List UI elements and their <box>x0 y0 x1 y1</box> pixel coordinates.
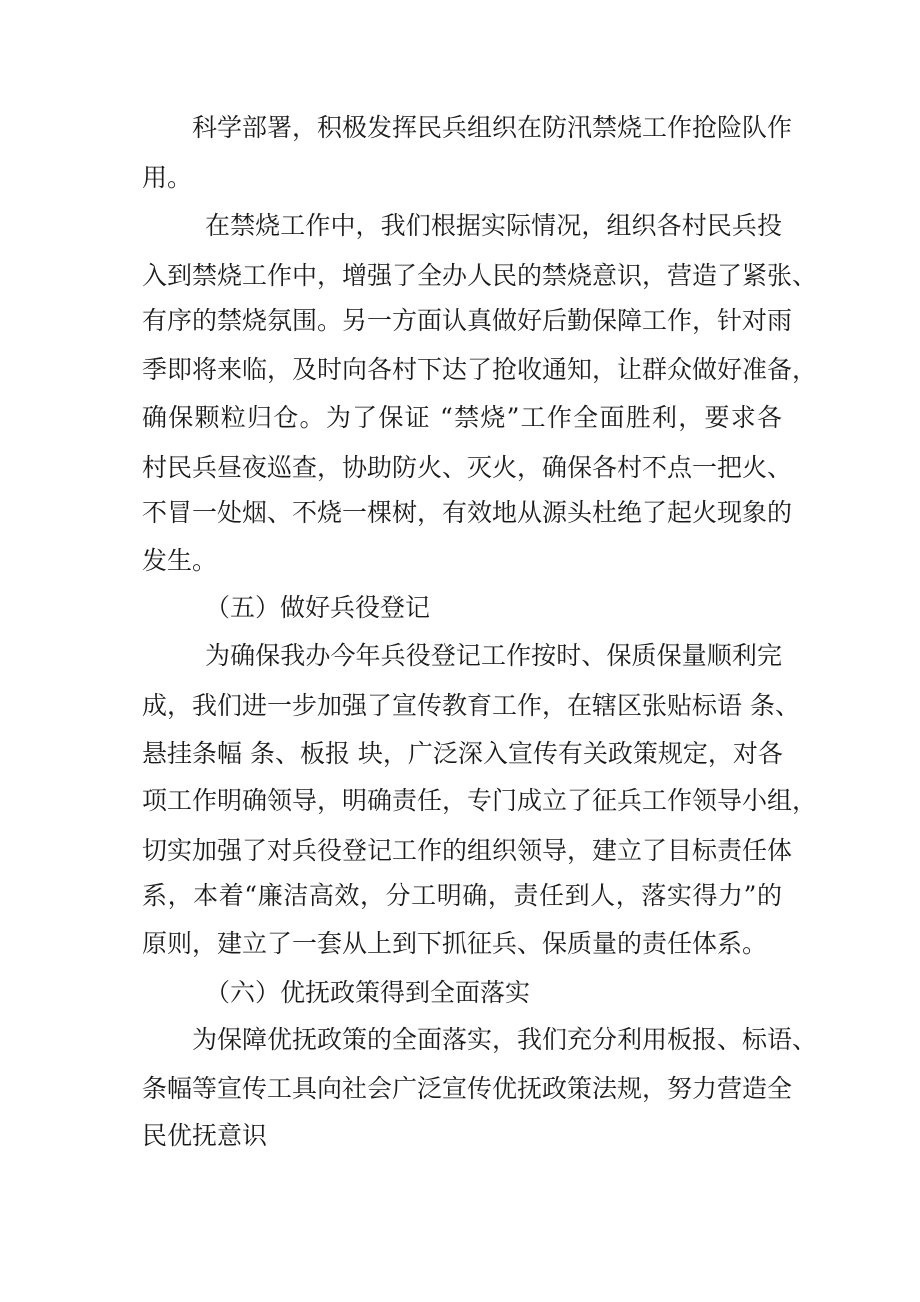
paragraph-3-line-5: 切实加强了对兵役登记工作的组织领导，建立了目标责任体 <box>142 836 793 865</box>
paragraph-2-line-8: 发生。 <box>142 546 218 575</box>
paragraph-2-line-3: 有序的禁烧氛围。另一方面认真做好后勤保障工作，针对雨 <box>142 306 793 335</box>
paragraph-3-line-3: 悬挂条幅 条、板报 块，广泛深入宣传有关政策规定，对各 <box>142 739 783 768</box>
paragraph-2-line-6: 村民兵昼夜巡查，协助防火、灭火，确保各村不点一把火、 <box>142 453 793 482</box>
paragraph-2-line-4: 季即将来临，及时向各村下达了抢收通知，让群众做好准备， <box>142 355 818 384</box>
paragraph-1-line-1: 科学部署，积极发挥民兵组织在防汛禁烧工作抢险队作 <box>192 113 793 142</box>
paragraph-4-line-3: 民优抚意识 <box>142 1121 268 1150</box>
paragraph-3-line-7: 原则，建立了一套从上到下抓征兵、保质量的责任体系。 <box>142 929 768 958</box>
section-heading-6: （六）优抚政策得到全面落实 <box>205 978 531 1007</box>
paragraph-2-line-7: 不冒一处烟、不烧一棵树，有效地从源头杜绝了起火现象的 <box>142 498 793 527</box>
paragraph-3-line-4: 项工作明确领导，明确责任，专门成立了征兵工作领导小组， <box>142 786 818 815</box>
section-heading-5: （五）做好兵役登记 <box>205 593 431 622</box>
paragraph-3-line-6: 系，本着“廉洁高效，分工明确，责任到人，落实得力”的 <box>142 881 782 910</box>
paragraph-3-line-1: 为确保我办今年兵役登记工作按时、保质保量顺利完 <box>205 641 782 670</box>
paragraph-1-line-2: 用。 <box>142 163 193 192</box>
paragraph-2-line-1: 在禁烧工作中，我们根据实际情况，组织各村民兵投 <box>205 211 782 240</box>
paragraph-2-line-2: 入到禁烧工作中，增强了全办人民的禁烧意识，营造了紧张、 <box>142 261 818 290</box>
paragraph-4-line-2: 条幅等宣传工具向社会广泛宣传优抚政策法规，努力营造全 <box>142 1074 793 1103</box>
paragraph-3-line-2: 成，我们进一步加强了宣传教育工作，在辖区张贴标语 条、 <box>142 691 800 720</box>
paragraph-4-line-1: 为保障优抚政策的全面落实，我们充分利用板报、标语、 <box>192 1025 818 1054</box>
paragraph-2-line-5: 确保颗粒归仓。为了保证 “禁烧”工作全面胜利，要求各 <box>142 403 782 432</box>
